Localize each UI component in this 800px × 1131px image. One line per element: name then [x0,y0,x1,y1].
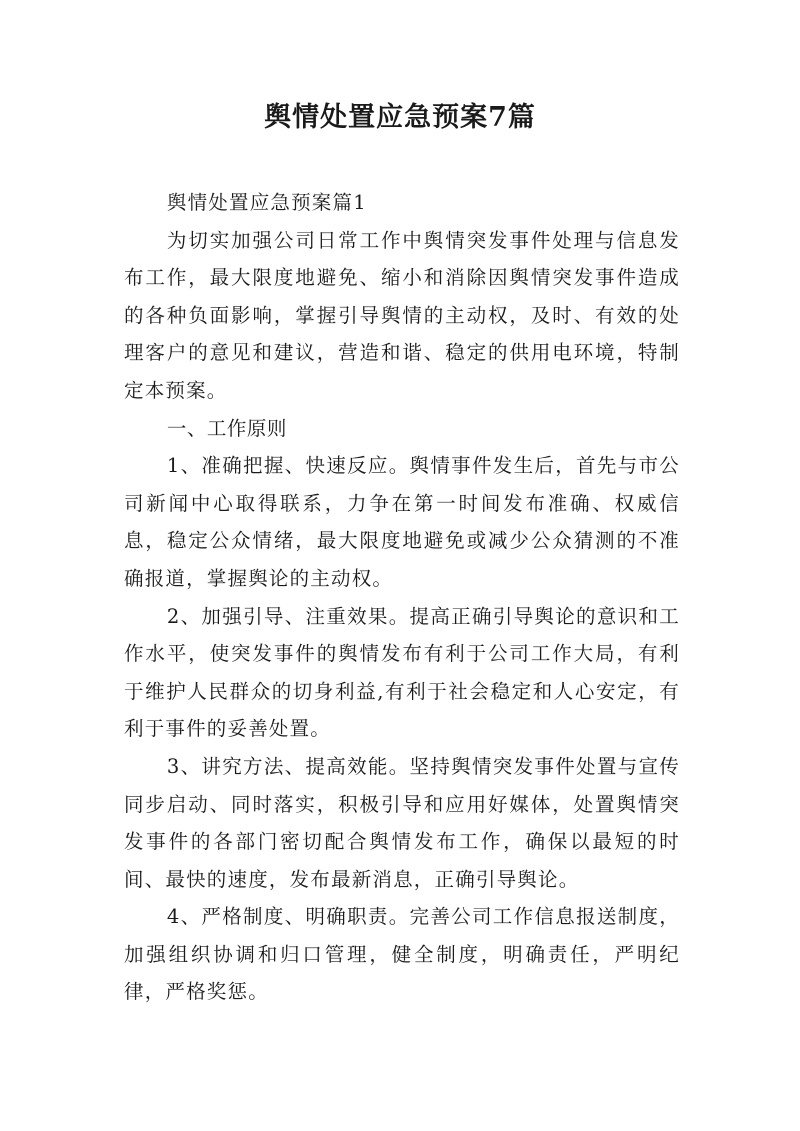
paragraph-principle-4: 4、严格制度、明确职责。完善公司工作信息报送制度，加强组织协调和归口管理，健全制度，明确责任，严明纪律，严格奖惩。 [124,905,680,1004]
document-body [124,184,680,1011]
paragraph-subtitle: 舆情处置应急预案篇1 [166,191,367,214]
section-heading: 一、工作原则 [166,416,287,440]
paragraph-principle-2: 2、加强引导、注重效果。提高正确引导舆论的意识和工作水平，使突发事件的舆情发布有利于公司工作大局，有利于维护人民群众的切身利益,有利于社会稳定和人心安定，有利于事件的妥善处置。 [124,604,680,741]
paragraph-principle-1: 1、准确把握、快速反应。舆情事件发生后，首先与市公司新闻中心取得联系，力争在第一时间发布准确、权威信息，稳定公众情绪，最大限度地避免或减少公众猜测的不准确报道，掌握舆论的主动权。 [124,454,680,590]
paragraph-principle-3: 3、讲究方法、提高效能。坚持舆情突发事件处置与宣传同步启动、同时落实，积极引导和应用好媒体，处置舆情突发事件的各部门密切配合舆情发布工作，确保以最短的时间、最快的速度，发布最新消息，正确引导舆论。 [124,754,680,891]
document-title: 舆情处置应急预案7篇 [264,102,536,133]
paragraph-intro: 为切实加强公司日常工作中舆情突发事件处理与信息发布工作，最大限度地避免、缩小和消除因舆情突发事件造成的各种负面影响，掌握引导舆情的主动权，及时、有效的处理客户的意见和建议，营造和谐、稳定的供用电环境，特制定本预案。 [124,228,680,402]
